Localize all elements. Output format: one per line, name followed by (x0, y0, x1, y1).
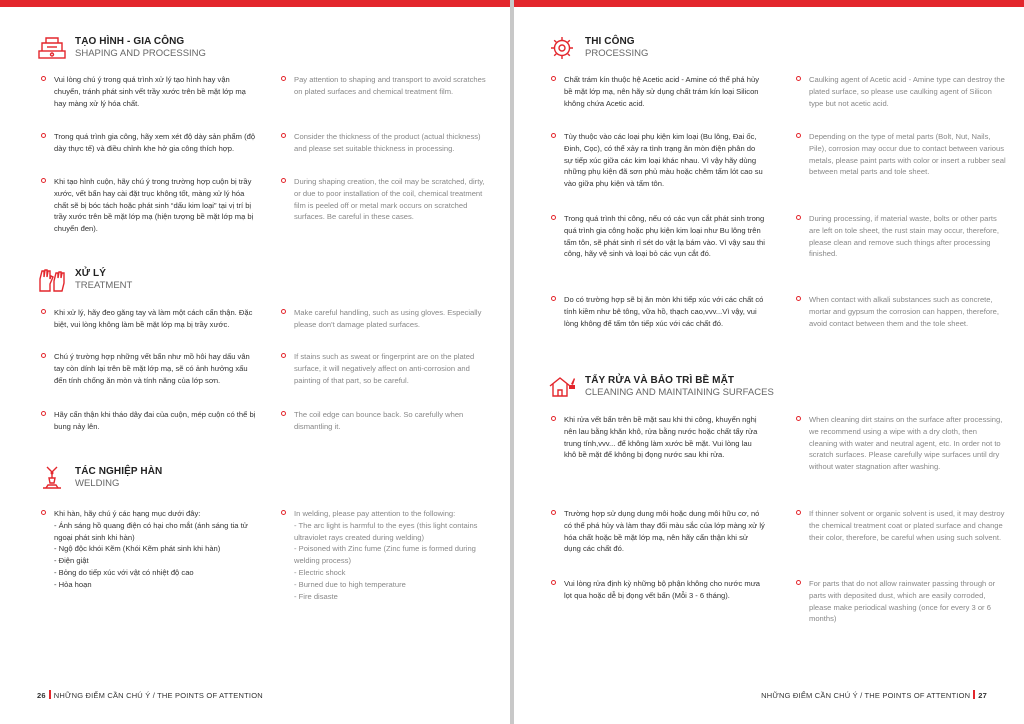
shaping-icon (37, 35, 67, 61)
item-text-vi: Trường hợp sử dụng dung môi hoặc dung môi hữu cơ, nó có thể phá hủy và làm thay đổi màu sắc của lớp màng xử lý hóa chất hoặc bề mặt lớp mạ, nên hãy cẩn thận khi sử dụng các chất đó. (564, 509, 765, 554)
bullet-icon (41, 76, 46, 81)
item-text-en: During shaping creation, the coil may be scratched, dirty, or due to poor installation of the coil, chemical treatment film is peeled off or metal mark occurs on scratched surfaces. Be careful in these cases. (294, 177, 485, 222)
section-treatment (37, 267, 507, 303)
footer-divider (49, 690, 51, 699)
red-top-bar (0, 0, 510, 7)
list-subitem: - Ngộ độc khói Kẽm (Khói Kẽm phát sinh khi hàn) (54, 544, 221, 554)
bullet-icon (551, 215, 556, 220)
page-footer (761, 690, 987, 700)
footer-divider (973, 690, 975, 699)
bullet-icon (796, 416, 801, 421)
list-subitem: - Ánh sáng hồ quang điện có hại cho mắt (ánh sáng tia tử ngoại phát sinh khi hàn) (54, 520, 248, 542)
section-title-en: CLEANING AND MAINTAINING SURFACES (585, 387, 774, 398)
section-header (547, 35, 1017, 71)
item-text-vi: Khi rửa vết bẩn trên bề mặt sau khi thi công, khuyến nghị nên lau bằng khăn khô, rửa bằng nước hoặc chất tẩy rửa trung tính,vvv... để không làm xước bề mặt. Vui lòng lau khô bề mặt để không bị đọng nước sau khi rửa. (564, 415, 758, 460)
bullet-icon (551, 580, 556, 585)
bullet-icon (41, 411, 46, 416)
item-text-en: When contact with alkali substances such as concrete, mortar and gypsum the corrosion can happen, therefore, avoid contact between them and the tole sheet. (809, 295, 999, 328)
section-title-en: TREATMENT (75, 280, 133, 291)
section-title-vi: TÁC NGHIỆP HÀN (75, 466, 163, 477)
footer-text: NHỮNG ĐIỂM CẦN CHÚ Ý / THE POINTS OF ATTENTION (53, 691, 263, 700)
section-header (37, 465, 507, 501)
bullet-icon (281, 76, 286, 81)
list-subitem: - Electric shock (294, 567, 346, 577)
page-number: 27 (978, 691, 987, 700)
item-text-vi: Khi xử lý, hãy đeo găng tay và làm một cách cẩn thận. Đặc biệt, vui lòng không làm bề mặt lớp mạ bị trầy xước. (54, 308, 253, 329)
bullet-icon (281, 353, 286, 358)
item-text-en: Caulking agent of Acetic acid - Amine type can destroy the plated surface, so please use caulking agent of Silicon type but not acetic acid. (809, 75, 1005, 108)
section-title-vi: TẨY RỬA VÀ BẢO TRÌ BỀ MẶT (585, 375, 735, 386)
bullet-icon (551, 76, 556, 81)
red-top-bar (514, 0, 1024, 7)
bullet-icon (41, 353, 46, 358)
section-title-en: WELDING (75, 478, 120, 489)
section-header (547, 374, 1017, 410)
bullet-icon (551, 510, 556, 515)
item-text-vi: Khi tạo hình cuộn, hãy chú ý trong trường hợp cuộn bị trầy xước, vết bẩn hay cài đặt trục không tốt, màng xử lý hóa chất sẽ bị bóc tách hoặc phát sinh “dấu kim loại” tại vị trí bị trầy xước trên bề mặt lớp mạ (hiện tượng bề mặt lớp mạ bị chuyển đen). (54, 177, 254, 234)
item-text-en: For parts that do not allow rainwater passing through or parts with deposited dust, which are easily corroded, please make periodical washing (once for every 3 or 6 months) (809, 579, 996, 624)
bullet-icon (796, 76, 801, 81)
item-text-vi: Chú ý trường hợp những vết bẩn như mồ hôi hay dấu vân tay còn dính lại trên bề mặt lớp mạ, sẽ có ảnh hưởng xấu đến tính chống ăn mòn và tính năng của lớp sơn. (54, 352, 250, 385)
left-page (0, 0, 510, 724)
section-shaping (37, 35, 507, 71)
section-title-vi: XỬ LÝ (75, 268, 107, 279)
gear-icon (547, 35, 577, 61)
item-text-en: Pay attention to shaping and transport to avoid scratches on plated surfaces and chemical treatment film. (294, 75, 486, 96)
section-processing (547, 35, 1017, 71)
bullet-icon (281, 133, 286, 138)
list-subitem: - Hỏa hoạn (54, 579, 92, 589)
page-footer (37, 690, 263, 700)
section-welding (37, 465, 507, 501)
item-text-vi: Trong quá trình gia công, hãy xem xét độ dày sản phẩm (độ dày thực tế) và điều chỉnh khe hở gia công thích hợp. (54, 132, 256, 153)
section-title-en: SHAPING AND PROCESSING (75, 48, 206, 59)
list-subitem: - Điện giật (54, 556, 89, 566)
item-text-vi: Hãy cẩn thận khi tháo dây đai của cuộn, mép cuộn có thể bị bung nảy lên. (54, 410, 256, 431)
list-subitem: - Fire disaste (294, 591, 338, 601)
item-text-en: During processing, if material waste, bolts or other parts are left on tole sheet, the rust stain may occur, therefore, please clean and remove such things after processing finished. (809, 214, 999, 259)
bullet-icon (796, 215, 801, 220)
item-text-vi: Tùy thuộc vào các loại phụ kiện kim loại (Bu lông, Đai ốc, Đinh, Cọc), có thể xảy ra tình trạng ăn mòn điện phân do sự tiếp xúc giữa các kim loại khác nhau. Vì vậy hãy dùng những phụ kiện đã sơn phủ màu hoặc chêm tấm lót cao su vào giữa phụ kiện và tấm tôn. (564, 132, 763, 189)
bullet-icon (551, 133, 556, 138)
item-text-en: When cleaning dirt stains on the surface after processing, we recommend using a wipe with a dry cloth, then cleaning with water and neutral agent, etc. In order not to scratch surfaces. Please carefully wipe surfaces until dry without water stagnation after washing. (809, 415, 1003, 472)
bullet-icon (551, 416, 556, 421)
item-text-vi: Chất trám kín thuộc hệ Acetic acid - Amine có thể phá hủy bề mặt lớp mạ, nên hãy sử dụng chất trám kín loại Silicon không chứa Acetic acid. (564, 75, 760, 108)
section-header (37, 267, 507, 303)
bullet-icon (41, 309, 46, 314)
item-text-en: If stains such as sweat or fingerprint are on the plated surface, it will negatively affect on anti-corrosion and painting of that part, so be careful. (294, 352, 475, 385)
bullet-icon (796, 510, 801, 515)
bullet-icon (796, 296, 801, 301)
bullet-icon (41, 510, 46, 515)
list-subitem: - Burned due to high temperature (294, 579, 406, 589)
item-text-en: Consider the thickness of the product (actual thickness) and please set suitable thickness in processing. (294, 132, 481, 153)
item-text-en: If thinner solvent or organic solvent is used, it may destroy the chemical treatment coat or plated surface and change their color, therefore, be careful when using such solvent. (809, 509, 1005, 542)
item-text-vi: Vui lòng rửa định kỳ những bộ phận không cho nước mưa lọt qua hoặc dễ bị đọng vết bẩn (Mỗi 3 - 6 tháng). (564, 579, 761, 600)
welding-hazard-list-vi (54, 520, 256, 591)
item-text-vi: Vui lòng chú ý trong quá trình xử lý tạo hình hay vận chuyển, tránh phát sinh vết trầy xước trên bề mặt lớp mạ hay màng xử lý hóa chất. (54, 75, 246, 108)
bullet-icon (796, 580, 801, 585)
item-text-vi: Trong quá trình thi công, nếu có các vụn cắt phát sinh trong quá trình gia công hoặc phụ kiện kim loại như Bu lông trên tấm tôn, sẽ phát sinh rỉ sét do vật lạ bám vào. Vì vậy sau thi công, hãy vệ sinh và loại bỏ các vụn cắt đó. (564, 214, 765, 259)
item-text-en: Make careful handling, such as using gloves. Especially please don't damage plated surfaces. (294, 308, 482, 329)
list-subitem: - The arc light is harmful to the eyes (this light contains ultraviolet rays created during welding) (294, 520, 478, 542)
section-title-vi: TẠO HÌNH - GIA CÔNG (75, 36, 185, 47)
bullet-icon (551, 296, 556, 301)
bullet-icon (41, 133, 46, 138)
footer-text: NHỮNG ĐIỂM CẦN CHÚ Ý / THE POINTS OF ATTENTION (761, 691, 971, 700)
section-title-en: PROCESSING (585, 48, 649, 59)
cleaning-house-icon (547, 374, 577, 400)
item-text-vi: Khi hàn, hãy chú ý các hạng mục dưới đây: (54, 509, 201, 518)
section-header (37, 35, 507, 71)
item-text-en: The coil edge can bounce back. So carefully when dismantling it. (294, 410, 464, 431)
item-text-en: Depending on the type of metal parts (Bolt, Nut, Nails, Pile), corrosion may occur due to contact between various metals, please paint parts with color or insert a rubber seal between metal parts and tole sheet. (809, 132, 1006, 177)
item-text-vi: Do có trường hợp sẽ bị ăn mòn khi tiếp xúc với các chất có tính kiềm như bê tông, vữa hồ, thạch cao,vvv...Vì vậy, vui lòng không để tấm tôn tiếp xúc với các chất đó. (564, 295, 764, 328)
bullet-icon (281, 411, 286, 416)
welding-torch-icon (37, 465, 67, 491)
item-text-en: In welding, please pay attention to the following: (294, 509, 456, 518)
list-subitem: - Bỏng do tiếp xúc với vật có nhiệt độ cao (54, 567, 194, 577)
page-number: 26 (37, 691, 46, 700)
gloves-icon (37, 267, 67, 293)
section-cleaning (547, 374, 1017, 410)
welding-hazard-list-en (294, 520, 491, 603)
bullet-icon (281, 510, 286, 515)
bullet-icon (281, 309, 286, 314)
list-subitem: - Poisoned with Zinc fume (Zinc fume is formed during welding process) (294, 544, 476, 566)
bullet-icon (281, 178, 286, 183)
right-page (514, 0, 1024, 724)
bullet-icon (41, 178, 46, 183)
section-title-vi: THI CÔNG (585, 36, 635, 47)
bullet-icon (796, 133, 801, 138)
